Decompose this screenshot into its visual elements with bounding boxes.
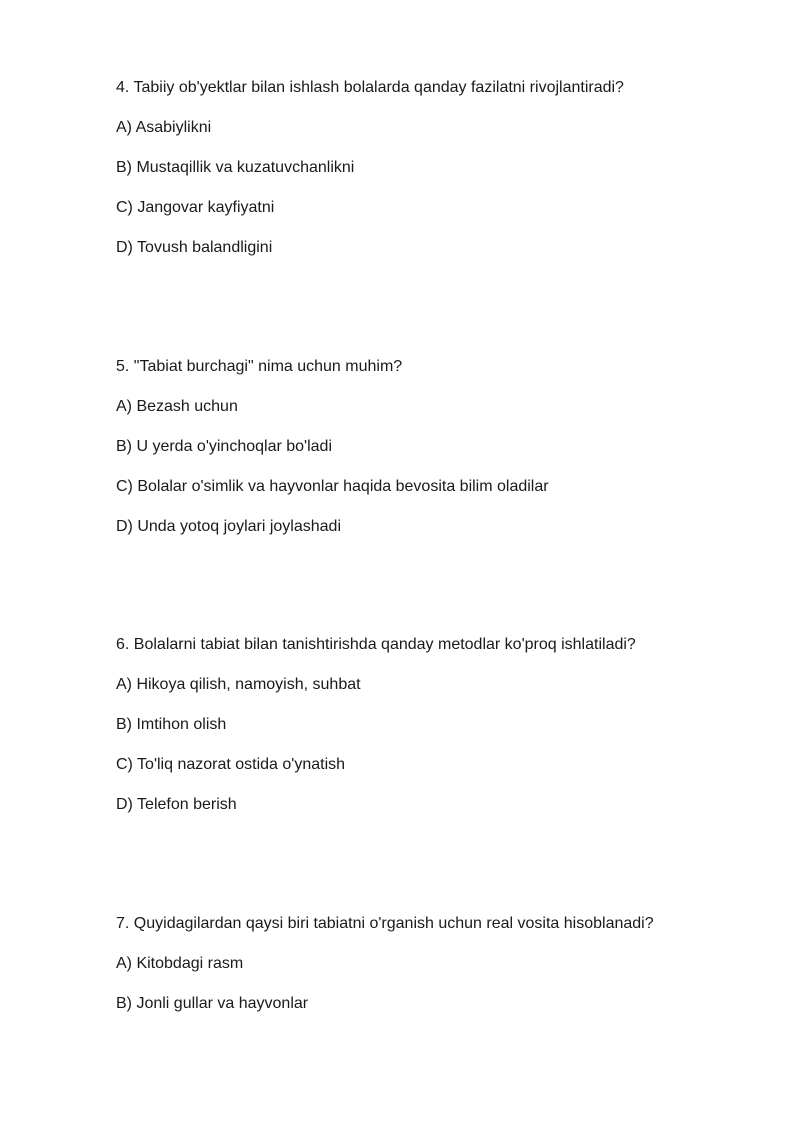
- answer-option-a: A) Bezash uchun: [116, 398, 238, 415]
- answer-option-b: B) Mustaqillik va kuzatuvchanlikni: [116, 159, 355, 176]
- answer-option-c: C) Jangovar kayfiyatni: [116, 199, 275, 216]
- answer-option-a: A) Hikoya qilish, namoyish, suhbat: [116, 676, 361, 693]
- answer-option-d: D) Tovush balandligini: [116, 239, 273, 256]
- question-6: [116, 635, 776, 835]
- answer-option-b: B) U yerda o'yinchoqlar bo'ladi: [116, 438, 332, 455]
- question-text: 7. Quyidagilardan qaysi biri tabiatni o'rganish uchun real vosita hisoblanadi?: [116, 915, 654, 932]
- answer-option-a: A) Asabiylikni: [116, 119, 212, 136]
- question-text: 6. Bolalarni tabiat bilan tanishtirishda qanday metodlar ko'proq ishlatiladi?: [116, 636, 636, 653]
- question-text: 4. Tabiiy ob'yektlar bilan ishlash bolalarda qanday fazilatni rivojlantiradi?: [116, 79, 624, 96]
- question-4: [116, 78, 776, 278]
- answer-option-c: C) Bolalar o'simlik va hayvonlar haqida bevosita bilim oladilar: [116, 478, 549, 495]
- answer-option-b: B) Imtihon olish: [116, 716, 227, 733]
- question-text: 5. "Tabiat burchagi" nima uchun muhim?: [116, 358, 403, 375]
- answer-option-d: D) Telefon berish: [116, 796, 237, 813]
- question-7: [116, 914, 776, 1034]
- answer-option-c: C) To'liq nazorat ostida o'ynatish: [116, 756, 346, 773]
- answer-option-d: D) Unda yotoq joylari joylashadi: [116, 518, 341, 535]
- answer-option-b: B) Jonli gullar va hayvonlar: [116, 995, 309, 1012]
- answer-option-a: A) Kitobdagi rasm: [116, 955, 244, 972]
- question-5: [116, 357, 776, 557]
